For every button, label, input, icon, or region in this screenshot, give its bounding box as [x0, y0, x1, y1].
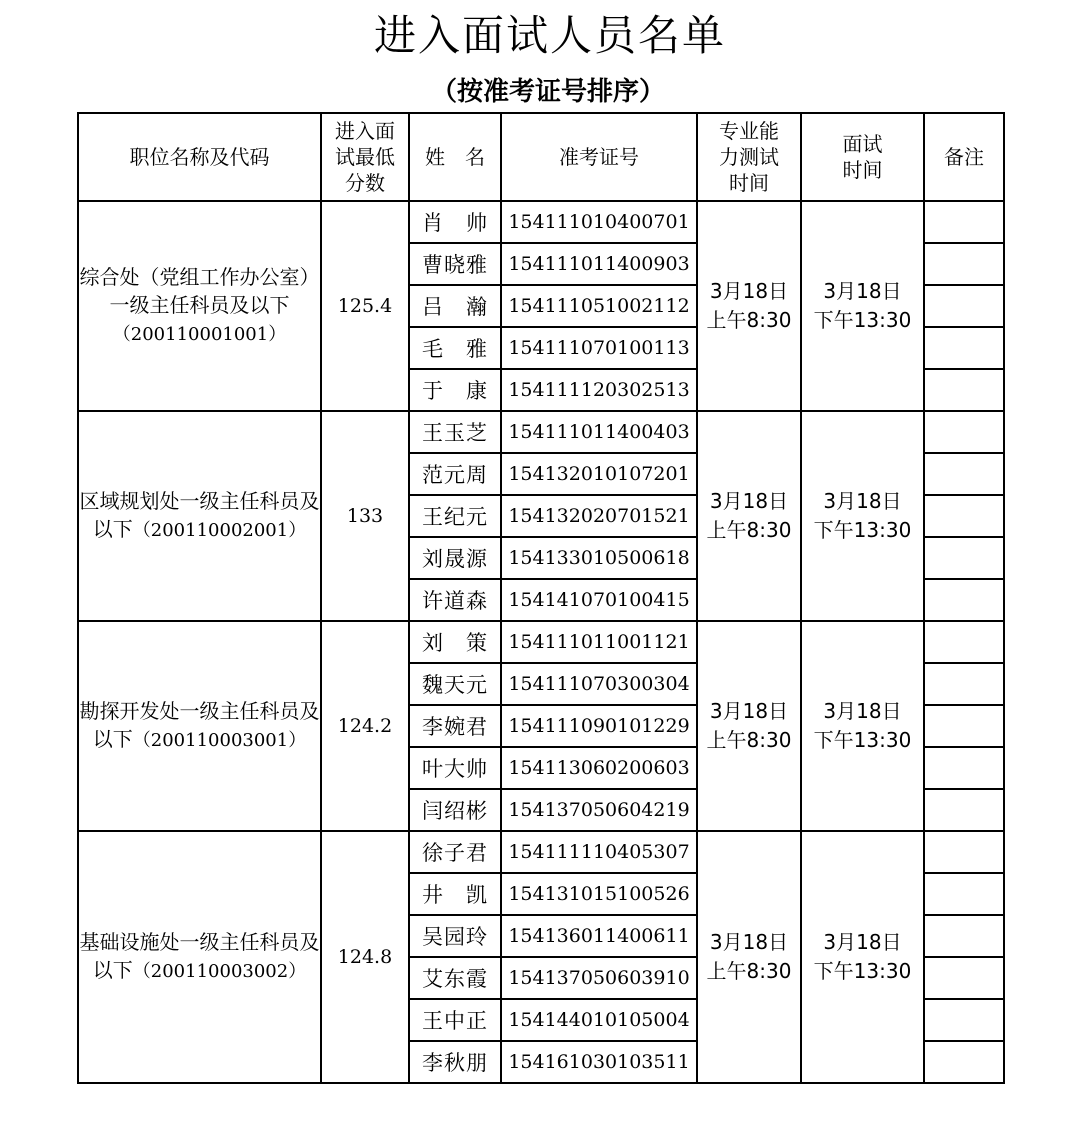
remark-cell: [924, 621, 1004, 663]
remark-cell: [924, 663, 1004, 705]
candidate-name: 闫绍彬: [409, 789, 501, 831]
header-ticket: 准考证号: [501, 113, 697, 201]
ticket-number: 154137050604219: [501, 789, 697, 831]
position-cell: [78, 411, 321, 621]
ticket-number: 154111070100113: [501, 327, 697, 369]
remark-cell: [924, 957, 1004, 999]
table-row: [78, 201, 1004, 243]
ticket-number: 154161030103511: [501, 1041, 697, 1083]
remark-cell: [924, 873, 1004, 915]
header-interview-time-line: 面试: [842, 132, 883, 156]
position-cell: [78, 201, 321, 411]
interview-date: 3月18日: [823, 699, 902, 723]
ticket-number: 154111011001121: [501, 621, 697, 663]
candidate-name: 李秋朋: [409, 1041, 501, 1083]
test-date: 3月18日: [709, 699, 789, 723]
table-row: [78, 411, 1004, 453]
header-interview-time: [801, 113, 924, 201]
position-code: （200110001001）: [112, 324, 287, 345]
candidate-name: 艾东霞: [409, 957, 501, 999]
ticket-number: 154141070100415: [501, 579, 697, 621]
remark-cell: [924, 369, 1004, 411]
candidate-name: 吕 瀚: [409, 285, 501, 327]
test-date: 3月18日: [709, 279, 789, 303]
test-date: 3月18日: [709, 489, 789, 513]
remark-cell: [924, 999, 1004, 1041]
test-time-cell: [697, 831, 801, 1083]
ticket-number: 154137050603910: [501, 957, 697, 999]
remark-cell: [924, 579, 1004, 621]
position-code: （200110003002）: [132, 961, 307, 982]
candidate-name: 魏天元: [409, 663, 501, 705]
header-test-time-line: 专业能: [719, 119, 779, 143]
candidate-name: 王玉芝: [409, 411, 501, 453]
ticket-number: 154113060200603: [501, 747, 697, 789]
remark-cell: [924, 915, 1004, 957]
interview-date: 3月18日: [823, 489, 902, 513]
ticket-number: 154111110405307: [501, 831, 697, 873]
table-row: [78, 831, 1004, 873]
position-name: 基础设施处一级主任科员及以下: [79, 930, 320, 982]
candidate-name: 李婉君: [409, 705, 501, 747]
interview-clock: 下午13:30: [813, 518, 912, 542]
header-score-line: 进入面: [335, 119, 395, 143]
position-name: 勘探开发处一级主任科员及以下: [79, 699, 320, 751]
remark-cell: [924, 537, 1004, 579]
candidate-name: 刘晟源: [409, 537, 501, 579]
test-time-cell: [697, 621, 801, 831]
candidate-name: 许道森: [409, 579, 501, 621]
page-title: 进入面试人员名单: [373, 11, 726, 60]
ticket-number: 154111010400701: [501, 201, 697, 243]
min-score-cell: 133: [321, 411, 409, 621]
candidate-name: 曹晓雅: [409, 243, 501, 285]
ticket-number: 154111070300304: [501, 663, 697, 705]
interview-time-cell: [801, 621, 924, 831]
test-date: 3月18日: [709, 930, 789, 954]
remark-cell: [924, 789, 1004, 831]
candidate-name: 王中正: [409, 999, 501, 1041]
header-remark: 备注: [924, 113, 1004, 201]
candidate-name: 肖 帅: [409, 201, 501, 243]
remark-cell: [924, 285, 1004, 327]
interview-date: 3月18日: [823, 930, 902, 954]
remark-cell: [924, 411, 1004, 453]
test-clock: 上午8:30: [706, 959, 792, 983]
table-header-row: [78, 113, 1004, 201]
remark-cell: [924, 831, 1004, 873]
table-row: [78, 621, 1004, 663]
header-interview-time-line: 时间: [842, 158, 883, 182]
remark-cell: [924, 243, 1004, 285]
ticket-number: 154132020701521: [501, 495, 697, 537]
header-min-score: [321, 113, 409, 201]
ticket-number: 154144010105004: [501, 999, 697, 1041]
roster-body: [78, 201, 1004, 1083]
min-score-cell: 124.2: [321, 621, 409, 831]
remark-cell: [924, 1041, 1004, 1083]
test-time-cell: [697, 411, 801, 621]
header-name: 姓 名: [409, 113, 501, 201]
position-cell: [78, 831, 321, 1083]
candidate-name: 徐子君: [409, 831, 501, 873]
candidate-name: 井 凯: [409, 873, 501, 915]
position-code: （200110003001）: [132, 730, 307, 751]
ticket-number: 154111051002112: [501, 285, 697, 327]
candidate-name: 叶大帅: [409, 747, 501, 789]
interview-roster-table: [77, 112, 1005, 1084]
ticket-number: 154131015100526: [501, 873, 697, 915]
test-time-cell: [697, 201, 801, 411]
interview-time-cell: [801, 201, 924, 411]
candidate-name: 王纪元: [409, 495, 501, 537]
header-score-line: 分数: [345, 171, 385, 195]
min-score-cell: 125.4: [321, 201, 409, 411]
remark-cell: [924, 201, 1004, 243]
interview-clock: 下午13:30: [813, 728, 912, 752]
test-clock: 上午8:30: [706, 308, 792, 332]
page-subtitle: （按准考证号排序）: [430, 77, 665, 107]
ticket-number: 154111011400403: [501, 411, 697, 453]
interview-date: 3月18日: [823, 279, 902, 303]
position-name: 综合处（党组工作办公室）一级主任科员及以下: [79, 265, 320, 317]
interview-time-cell: [801, 831, 924, 1083]
ticket-number: 154132010107201: [501, 453, 697, 495]
test-clock: 上午8:30: [706, 728, 792, 752]
candidate-name: 于 康: [409, 369, 501, 411]
position-name: 区域规划处一级主任科员及以下: [79, 489, 320, 541]
remark-cell: [924, 453, 1004, 495]
header-position: 职位名称及代码: [78, 113, 321, 201]
candidate-name: 吴园玲: [409, 915, 501, 957]
test-clock: 上午8:30: [706, 518, 792, 542]
ticket-number: 154111090101229: [501, 705, 697, 747]
interview-clock: 下午13:30: [813, 959, 912, 983]
interview-clock: 下午13:30: [813, 308, 912, 332]
remark-cell: [924, 747, 1004, 789]
ticket-number: 154133010500618: [501, 537, 697, 579]
ticket-number: 154136011400611: [501, 915, 697, 957]
remark-cell: [924, 495, 1004, 537]
header-test-time-line: 力测试: [719, 145, 779, 169]
ticket-number: 154111120302513: [501, 369, 697, 411]
remark-cell: [924, 705, 1004, 747]
header-test-time-line: 时间: [729, 171, 769, 195]
candidate-name: 刘 策: [409, 621, 501, 663]
remark-cell: [924, 327, 1004, 369]
min-score-cell: 124.8: [321, 831, 409, 1083]
interview-time-cell: [801, 411, 924, 621]
candidate-name: 范元周: [409, 453, 501, 495]
header-test-time: [697, 113, 801, 201]
position-cell: [78, 621, 321, 831]
header-score-line: 试最低: [335, 145, 395, 169]
ticket-number: 154111011400903: [501, 243, 697, 285]
position-code: （200110002001）: [132, 520, 307, 541]
candidate-name: 毛 雅: [409, 327, 501, 369]
